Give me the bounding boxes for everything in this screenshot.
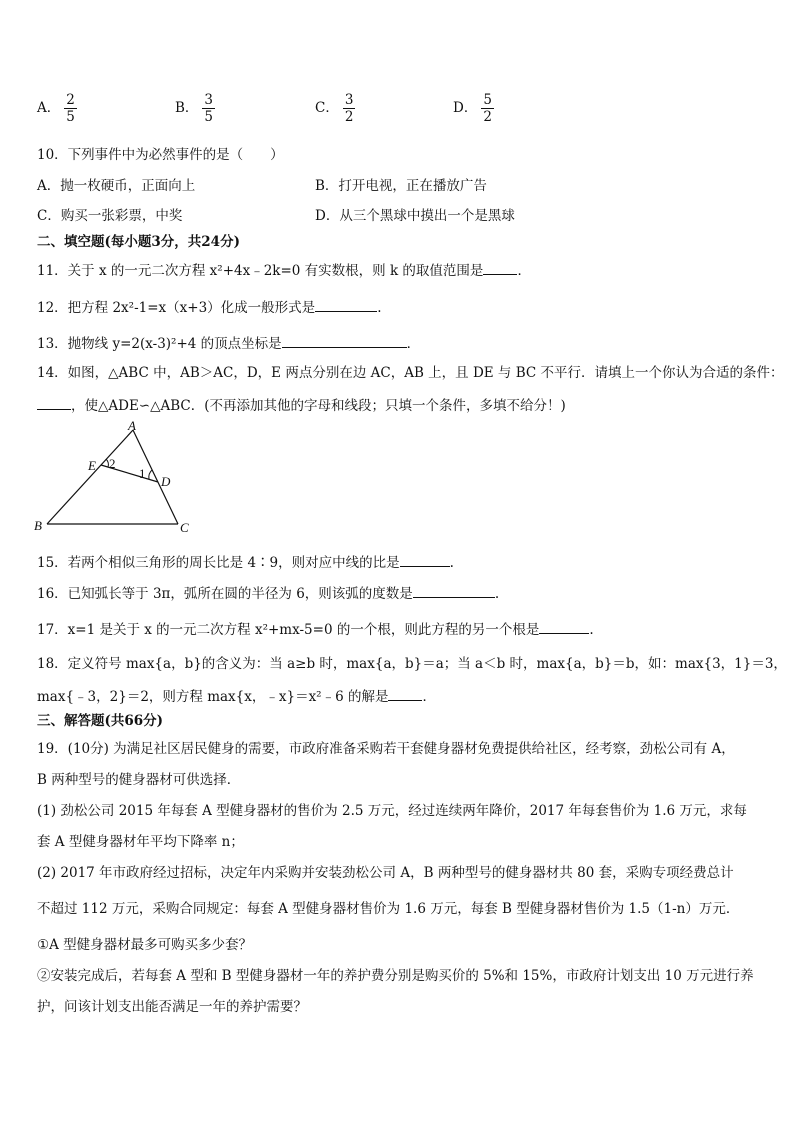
answer-blank	[483, 260, 517, 275]
q12-end: .	[377, 300, 382, 316]
q19-part1-line2: 套 A 型健身器材年平均下降率 n；	[37, 834, 244, 850]
q18-line2	[37, 686, 436, 706]
answer-blank	[282, 333, 407, 348]
q19-line1: 19．(10分) 为满足社区居民健身的需要，市政府准备采购若干套健身器材免费提供给社区，经考察，劲松公司有 A，	[37, 741, 735, 757]
q10-option-a: A．抛一枚硬币，正面向上	[37, 178, 196, 194]
q9-option-d	[453, 92, 494, 125]
answer-blank	[315, 297, 377, 312]
q16	[37, 583, 499, 603]
denominator: 5	[66, 109, 75, 125]
q19-part2-line2: 不超过 112 万元，采购合同规定：每套 A 型健身器材售价为 1.6 万元，每套 B 型健身器材售价为 1.5（1-n）万元．	[37, 901, 740, 917]
q18-line2-text: max{﹣3，2}＝2，则方程 max{x，﹣x}＝x²﹣6 的解是	[37, 689, 389, 705]
q14-line2	[37, 395, 566, 415]
angle-2-label: 2	[109, 456, 116, 471]
q13	[37, 333, 420, 353]
q10-option-c: C．购买一张彩票，中奖	[37, 208, 183, 224]
denominator: 2	[344, 109, 354, 125]
q17-end: .	[589, 622, 594, 638]
option-label: D．	[453, 100, 478, 116]
answer-blank	[388, 686, 422, 701]
answer-blank	[37, 395, 71, 410]
q19-part1-line1: (1) 劲松公司 2015 年每套 A 型健身器材的售价为 2.5 万元，经过连续两年降价，2017 年每套售价为 1.6 万元，求每	[37, 803, 747, 819]
q17	[37, 619, 594, 639]
q19-line2: B 两种型号的健身器材可供选择．	[37, 772, 241, 788]
q19-sub2-line2: 护，问该计划支出能否满足一年的养护需要？	[37, 999, 307, 1015]
q19-part2-line1: (2) 2017 年市政府经过招标，决定年内采购并安装劲松公司 A，B 两种型号的健身器材共 80 套，采购专项经费总计	[37, 865, 734, 881]
vertex-b-label: B	[34, 518, 42, 533]
fraction	[481, 92, 494, 125]
answer-blank	[539, 619, 589, 634]
vertex-a-label: A	[128, 418, 136, 433]
q16-text: 16．已知弧长等于 3π，弧所在圆的半径为 6，则该弧的度数是	[37, 586, 413, 602]
q14-line2-text: ，使△ADE∽△ABC．(不再添加其他的字母和线段；只填一个条件，多填不给分！)	[71, 398, 566, 414]
q9-option-a	[37, 92, 77, 125]
q16-end: .	[494, 586, 500, 602]
vertex-e-label: E	[88, 458, 96, 473]
q14-line1: 14．如图，△ABC 中，AB＞AC，D，E 两点分别在边 AC，AB 上，且 DE 与 BC 不平行．请填上一个你认为合适的条件：	[37, 365, 784, 381]
angle-1-arc	[149, 470, 152, 479]
numerator: 3	[204, 92, 214, 108]
section-heading-fill-in: 二、填空题(每小题3分，共24分)	[37, 234, 240, 250]
q13-end: ．	[406, 336, 421, 352]
numerator: 5	[483, 92, 492, 108]
q15	[37, 552, 454, 572]
q19-sub2-line1: ②安装完成后，若每套 A 型和 B 型健身器材一年的养护费分别是购买价的 5%和 15%，市政府计划支出 10 万元进行养	[37, 968, 754, 984]
numerator: 2	[66, 92, 75, 108]
q13-text: 13．抛物线 y=2(x-3)²+4 的顶点坐标是	[37, 336, 282, 352]
fraction	[202, 92, 215, 125]
q9-option-b	[175, 92, 215, 125]
denominator: 5	[204, 109, 214, 125]
side-ab	[47, 430, 133, 524]
q10-option-b: B．打开电视，正在播放广告	[315, 178, 487, 194]
q18-line1: 18．定义符号 max{a，b}的含义为：当 a≥b 时，max{a，b}＝a；当 a＜b 时，max{a，b}＝b，如：max{3，1}＝3，	[37, 656, 787, 672]
option-label: C．	[315, 100, 339, 116]
section-heading-solutions: 三、解答题(共66分)	[37, 713, 164, 729]
answer-blank	[413, 583, 495, 598]
q19-sub1: ①A 型健身器材最多可购买多少套？	[37, 937, 253, 953]
q12	[37, 297, 381, 317]
vertex-d-label: D	[161, 474, 171, 489]
option-label: A．	[37, 100, 61, 116]
fraction	[343, 92, 356, 125]
q11	[37, 260, 531, 280]
triangle-figure	[30, 418, 200, 538]
denominator: 2	[483, 109, 492, 125]
q17-text: 17．x=1 是关于 x 的一元二次方程 x²+mx-5=0 的一个根，则此方程的另一个根是	[37, 622, 540, 638]
answer-blank	[400, 552, 450, 567]
q10-option-d: D．从三个黑球中摸出一个是黑球	[315, 208, 515, 224]
option-label: B．	[175, 100, 199, 116]
q18-end: ．	[422, 689, 436, 705]
q9-option-c	[315, 92, 355, 125]
numerator: 3	[344, 92, 354, 108]
vertex-c-label: C	[180, 520, 189, 535]
angle-1-label: 1	[139, 466, 146, 481]
q15-text: 15．若两个相似三角形的周长比是 4∶9，则对应中线的比是	[37, 555, 400, 571]
angle-2-arc	[106, 459, 108, 467]
fraction	[64, 92, 77, 125]
q11-end: ．	[517, 263, 531, 279]
q10-stem: 10．下列事件中为必然事件的是（ ）	[37, 147, 284, 163]
q11-text: 11．关于 x 的一元二次方程 x²+4x﹣2k=0 有实数根，则 k 的取值范围是	[37, 263, 484, 279]
q12-text: 12．把方程 2x²-1=x（x+3）化成一般形式是	[37, 300, 316, 316]
q15-end: .	[449, 555, 454, 571]
